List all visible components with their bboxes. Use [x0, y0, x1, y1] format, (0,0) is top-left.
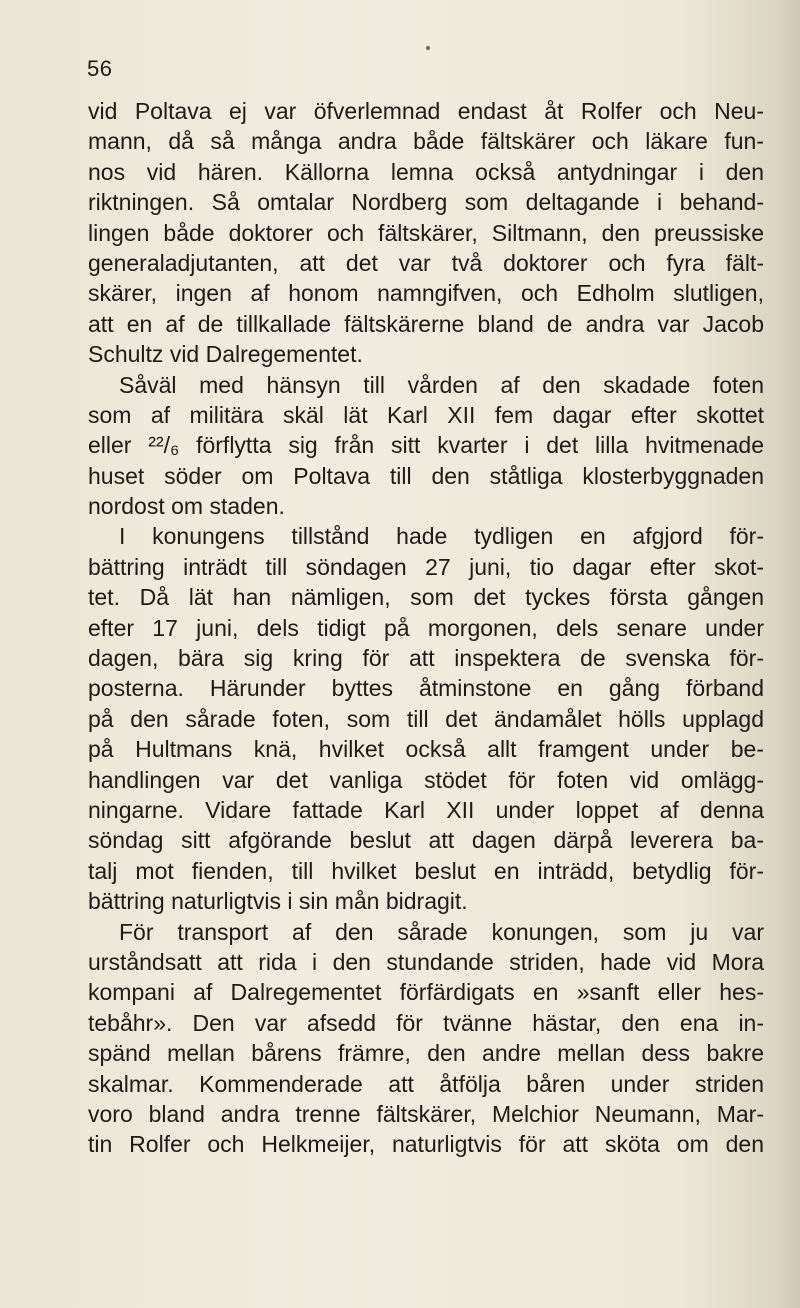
text-line: riktningen. Så omtalar Nordberg som deltagande i behand-: [88, 189, 764, 216]
text-line: bättring inträdt till söndagen 27 juni, tio dagar efter skot-: [88, 553, 764, 580]
text-line: söndag sitt afgörande beslut att dagen därpå leverera ba-: [88, 827, 764, 854]
text-line: tebåhr». Den var afsedd för tvänne hästar, den ena in-: [88, 1009, 764, 1036]
text-line: I konungens tillstånd hade tydligen en afgjord för-: [119, 523, 764, 550]
text-line: skalmar. Kommenderade att åtfölja båren under striden: [88, 1070, 764, 1097]
text-line: tet. Då lät han nämligen, som det tyckes första gången: [88, 584, 764, 611]
text-line: huset söder om Poltava till den ståtliga klosterbyggnaden: [88, 462, 764, 489]
text-line: mann, då så många andra både fältskärer och läkare fun-: [88, 128, 764, 155]
text-line: posterna. Härunder byttes åtminstone en gång förband: [88, 675, 764, 702]
body-text: [88, 96, 764, 1160]
text-line: som af militära skäl lät Karl XII fem dagar efter skottet: [88, 401, 764, 428]
text-line: Schultz vid Dalregementet.: [88, 341, 363, 368]
text-line: vid Poltava ej var öfverlemnad endast åt Rolfer och Neu-: [88, 98, 764, 124]
text-line: voro bland andra trenne fältskärer, Melchior Neumann, Mar-: [88, 1100, 764, 1127]
text-line: nos vid hären. Källorna lemna också antydningar i den: [88, 158, 764, 185]
text-line: ningarne. Vidare fattade Karl XII under loppet af denna: [88, 796, 764, 823]
text-line: nordost om staden.: [88, 493, 285, 520]
text-line: talj mot fienden, till hvilket beslut en inträdd, betydlig för-: [88, 857, 764, 884]
text-line: spänd mellan bårens främre, den andre mellan dess bakre: [88, 1040, 764, 1067]
text-line: efter 17 juni, dels tidigt på morgonen, dels senare under: [88, 614, 764, 641]
text-line: handlingen var det vanliga stödet för foten vid omlägg-: [88, 766, 764, 793]
text-line: generaladjutanten, att det var två doktorer och fyra fält-: [88, 249, 764, 276]
text-line: på den sårade foten, som till det ändamålet hölls upplagd: [88, 705, 764, 732]
text-line: Såväl med hänsyn till vården af den skadade foten: [119, 371, 764, 398]
text-line: eller ²²/₆ förflytta sig från sitt kvarter i det lilla hvitmenade: [88, 432, 764, 459]
text-line: lingen både doktorer och fältskärer, Siltmann, den preussiske: [88, 219, 764, 246]
text-line: urståndsatt att rida i den stundande striden, hade vid Mora: [88, 948, 764, 975]
text-line: tin Rolfer och Helkmeijer, naturligtvis för att sköta om den: [88, 1131, 764, 1158]
text-line: bättring naturligtvis i sin mån bidragit.: [88, 888, 468, 915]
text-line: kompani af Dalregementet förfärdigats en »sanft eller hes-: [88, 979, 764, 1006]
text-line: För transport af den sårade konungen, som ju var: [119, 918, 764, 945]
text-line: på Hultmans knä, hvilket också allt framgent under be-: [88, 736, 764, 763]
page-number: 56: [87, 56, 113, 81]
text-line: dagen, bära sig kring för att inspektera de svenska för-: [88, 645, 764, 672]
print-speck: [426, 46, 430, 50]
text-line: att en af de tillkallade fältskärerne bland de andra var Jacob: [88, 310, 764, 337]
text-line: skärer, ingen af honom namngifven, och Edholm slutligen,: [88, 280, 764, 307]
